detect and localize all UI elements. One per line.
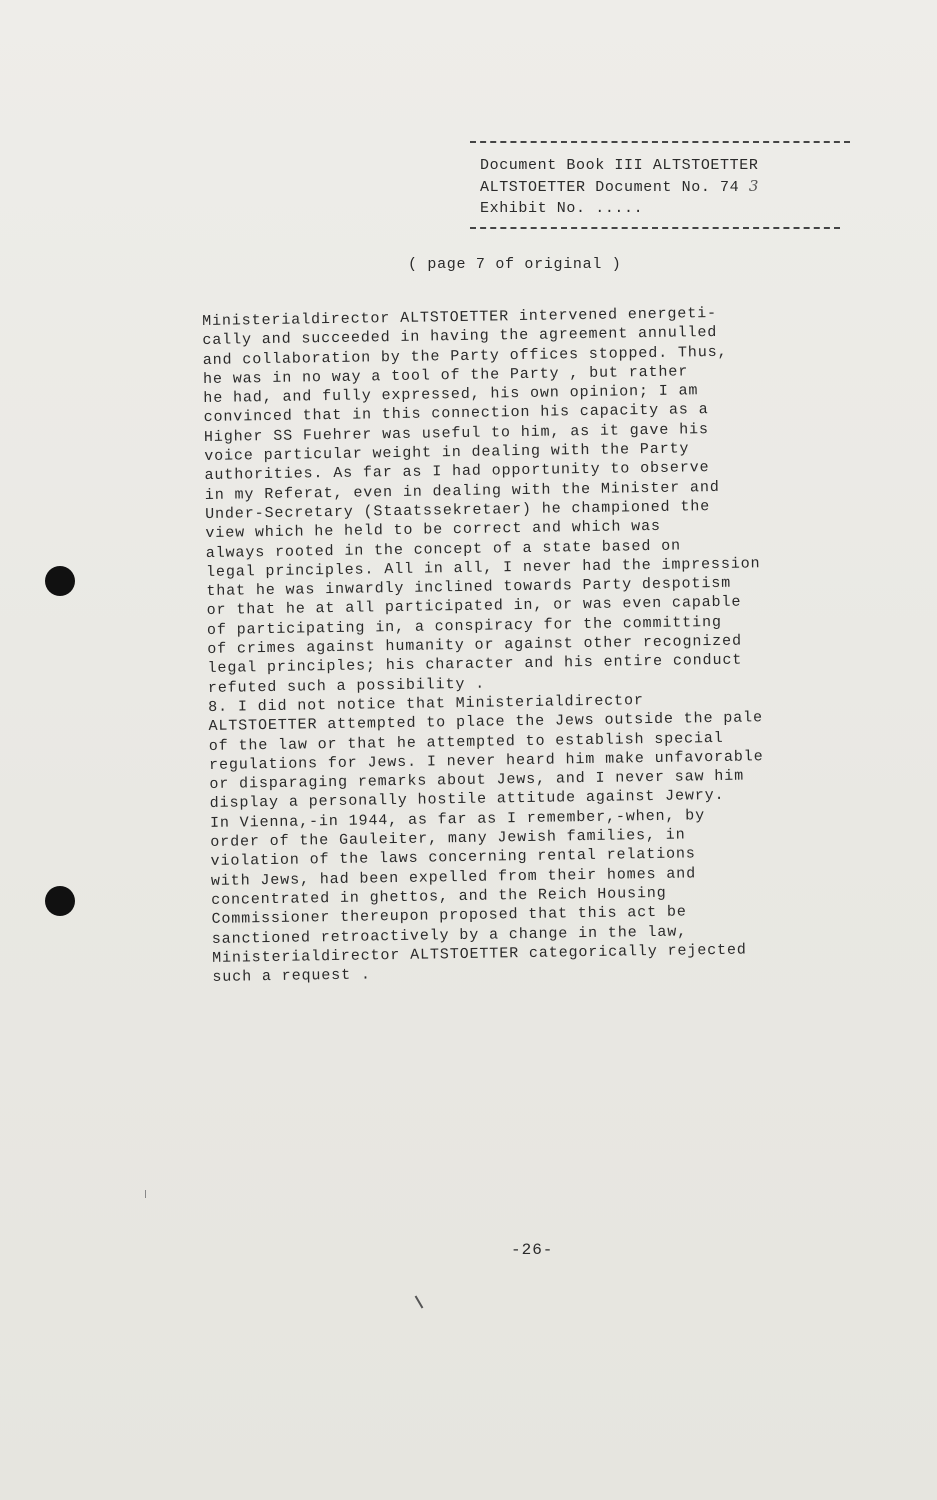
body-line: Commissioner thereupon proposed that this act be	[211, 903, 687, 929]
body-line: 8. I did not notice that Ministerialdirector	[208, 692, 644, 716]
page-number: -26-	[511, 1241, 554, 1259]
document-number-typed: ALTSTOETTER Document No. 74	[480, 179, 740, 196]
body-line: order of the Gauleiter, many Jewish families, in	[210, 826, 686, 851]
body-line: always rooted in the concept of a state based on	[205, 537, 682, 562]
document-header	[470, 141, 852, 229]
body-line: legal principles. All in all, I never had the impression	[205, 555, 761, 581]
punch-hole-upper	[45, 566, 75, 596]
body-line: Ministerialdirector ALTSTOETTER categorically rejected	[212, 941, 747, 967]
body-line: view which he held to be correct and which was	[205, 518, 662, 543]
body-line: ALTSTOETTER attempted to place the Jews outside the pale	[208, 709, 764, 736]
punch-hole-lower	[45, 886, 75, 916]
body-line: regulations for Jews. I never heard him make unfavorable	[208, 748, 764, 774]
body-line: in my Referat, even in dealing with the Minister and	[204, 478, 720, 504]
body-line: violation of the laws concerning rental relations	[210, 845, 696, 871]
body-line: of participating in, a conspiracy for the committing	[206, 613, 722, 639]
header-bottom-dashed-rule	[470, 227, 840, 229]
body-line: or disparaging remarks about Jews, and I never saw him	[209, 767, 745, 794]
body-line: or that he at all participated in, or was even capable	[206, 594, 742, 620]
body-line: legal principles; his character and his entire conduct	[207, 651, 743, 678]
body-line: that he was inwardly inclined towards Party despotism	[206, 574, 732, 601]
body-line: of the law or that he attempted to establish special	[208, 729, 724, 755]
document-book-line: Document Book III ALTSTOETTER	[480, 157, 759, 174]
exhibit-number-line: Exhibit No. .....	[480, 200, 644, 217]
body-line: cally and succeeded in having the agreement annulled	[202, 324, 718, 350]
stray-pen-mark	[415, 1295, 424, 1308]
body-line: and collaboration by the Party offices stopped. Thus,	[202, 343, 728, 369]
body-line: display a personally hostile attitude against Jewry.	[209, 787, 725, 813]
body-line: he had, and fully expressed, his own opinion; I am	[203, 382, 699, 408]
body-line: of crimes against humanity or against other recognized	[207, 632, 743, 659]
body-line: voice particular weight in dealing with the Party	[204, 440, 690, 466]
body-line: Under-Secretary (Staatssekretaer) he championed the	[205, 498, 711, 523]
body-line: he was in no way a tool of the Party , but rather	[202, 363, 689, 388]
body-line: convinced that in this connection his capacity as a	[203, 401, 709, 427]
document-number-line	[480, 176, 852, 198]
body-line: authorities. As far as I had opportunity to observe	[204, 459, 710, 485]
stray-speck	[145, 1190, 146, 1198]
body-text	[202, 301, 883, 987]
body-line: such a request .	[212, 966, 372, 987]
body-line: Higher SS Fuehrer was useful to him, as it gave his	[203, 420, 710, 446]
body-line: In Vienna,-in 1944, as far as I remember,-when, by	[209, 806, 706, 832]
body-line: concentrated in ghettos, and the Reich Housing	[211, 884, 667, 909]
body-line: with Jews, had been expelled from their homes and	[210, 864, 697, 890]
body-line: sanctioned retroactively by a change in the law,	[211, 922, 688, 948]
document-number-handwritten: 3	[748, 177, 760, 195]
body-line: Ministerialdirector ALTSTOETTER intervened energeti-	[202, 304, 718, 330]
body-line: refuted such a possibility .	[207, 675, 486, 697]
page-reference: ( page 7 of original )	[408, 256, 622, 273]
